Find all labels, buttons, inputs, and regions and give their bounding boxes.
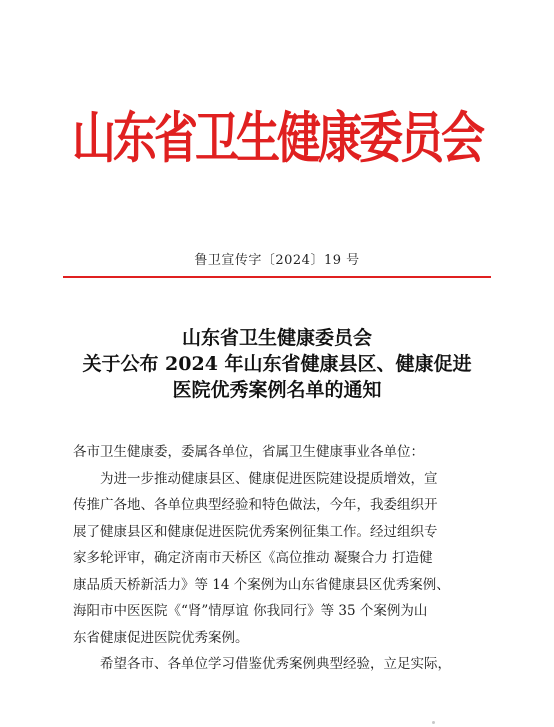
title-line-1: 山东省卫生健康委员会 bbox=[181, 327, 372, 349]
paragraph-1-line-2: 传推广各地、各单位典型经验和特色做法，今年，我委组织开 bbox=[73, 497, 438, 513]
notice-body bbox=[73, 439, 493, 678]
paragraph-1-line-5: 康品质天桥新活力》等 14 个案例为山东省健康县区优秀案例、 bbox=[73, 576, 450, 593]
paragraph-1-line-7: 东省健康促进医院优秀案例。 bbox=[73, 629, 249, 646]
masthead-org-name: 山东省卫生健康委员会 bbox=[72, 107, 482, 171]
paragraph-2-line-1: 希望各市、各单位学习借鉴优秀案例典型经验，立足实际， bbox=[100, 656, 451, 672]
paragraph-1-line-6: 海阳市中医医院《“肾”情厚谊 你我同行》等 35 个案例为山 bbox=[73, 603, 428, 619]
red-divider-line bbox=[63, 276, 491, 278]
salutation: 各市卫生健康委，委属各单位，省属卫生健康事业各单位： bbox=[73, 444, 424, 460]
title-line-2: 关于公布 2024 年山东省健康县区、健康促进 bbox=[82, 353, 472, 375]
scan-speck bbox=[432, 721, 435, 724]
notice-title bbox=[0, 325, 554, 403]
document-number: 鲁卫宣传字〔2024〕19 号 bbox=[194, 253, 360, 268]
paragraph-1-line-3: 展了健康县区和健康促进医院优秀案例征集工作。经过组织专 bbox=[73, 523, 438, 540]
paragraph-1-line-4: 家多轮评审，确定济南市天桥区《高位推动 凝聚合力 打造健 bbox=[73, 550, 433, 566]
paragraph-1-line-1: 为进一步推动健康县区、健康促进医院建设提质增效，宣 bbox=[100, 470, 438, 487]
title-line-3: 医院优秀案例名单的通知 bbox=[172, 379, 382, 401]
